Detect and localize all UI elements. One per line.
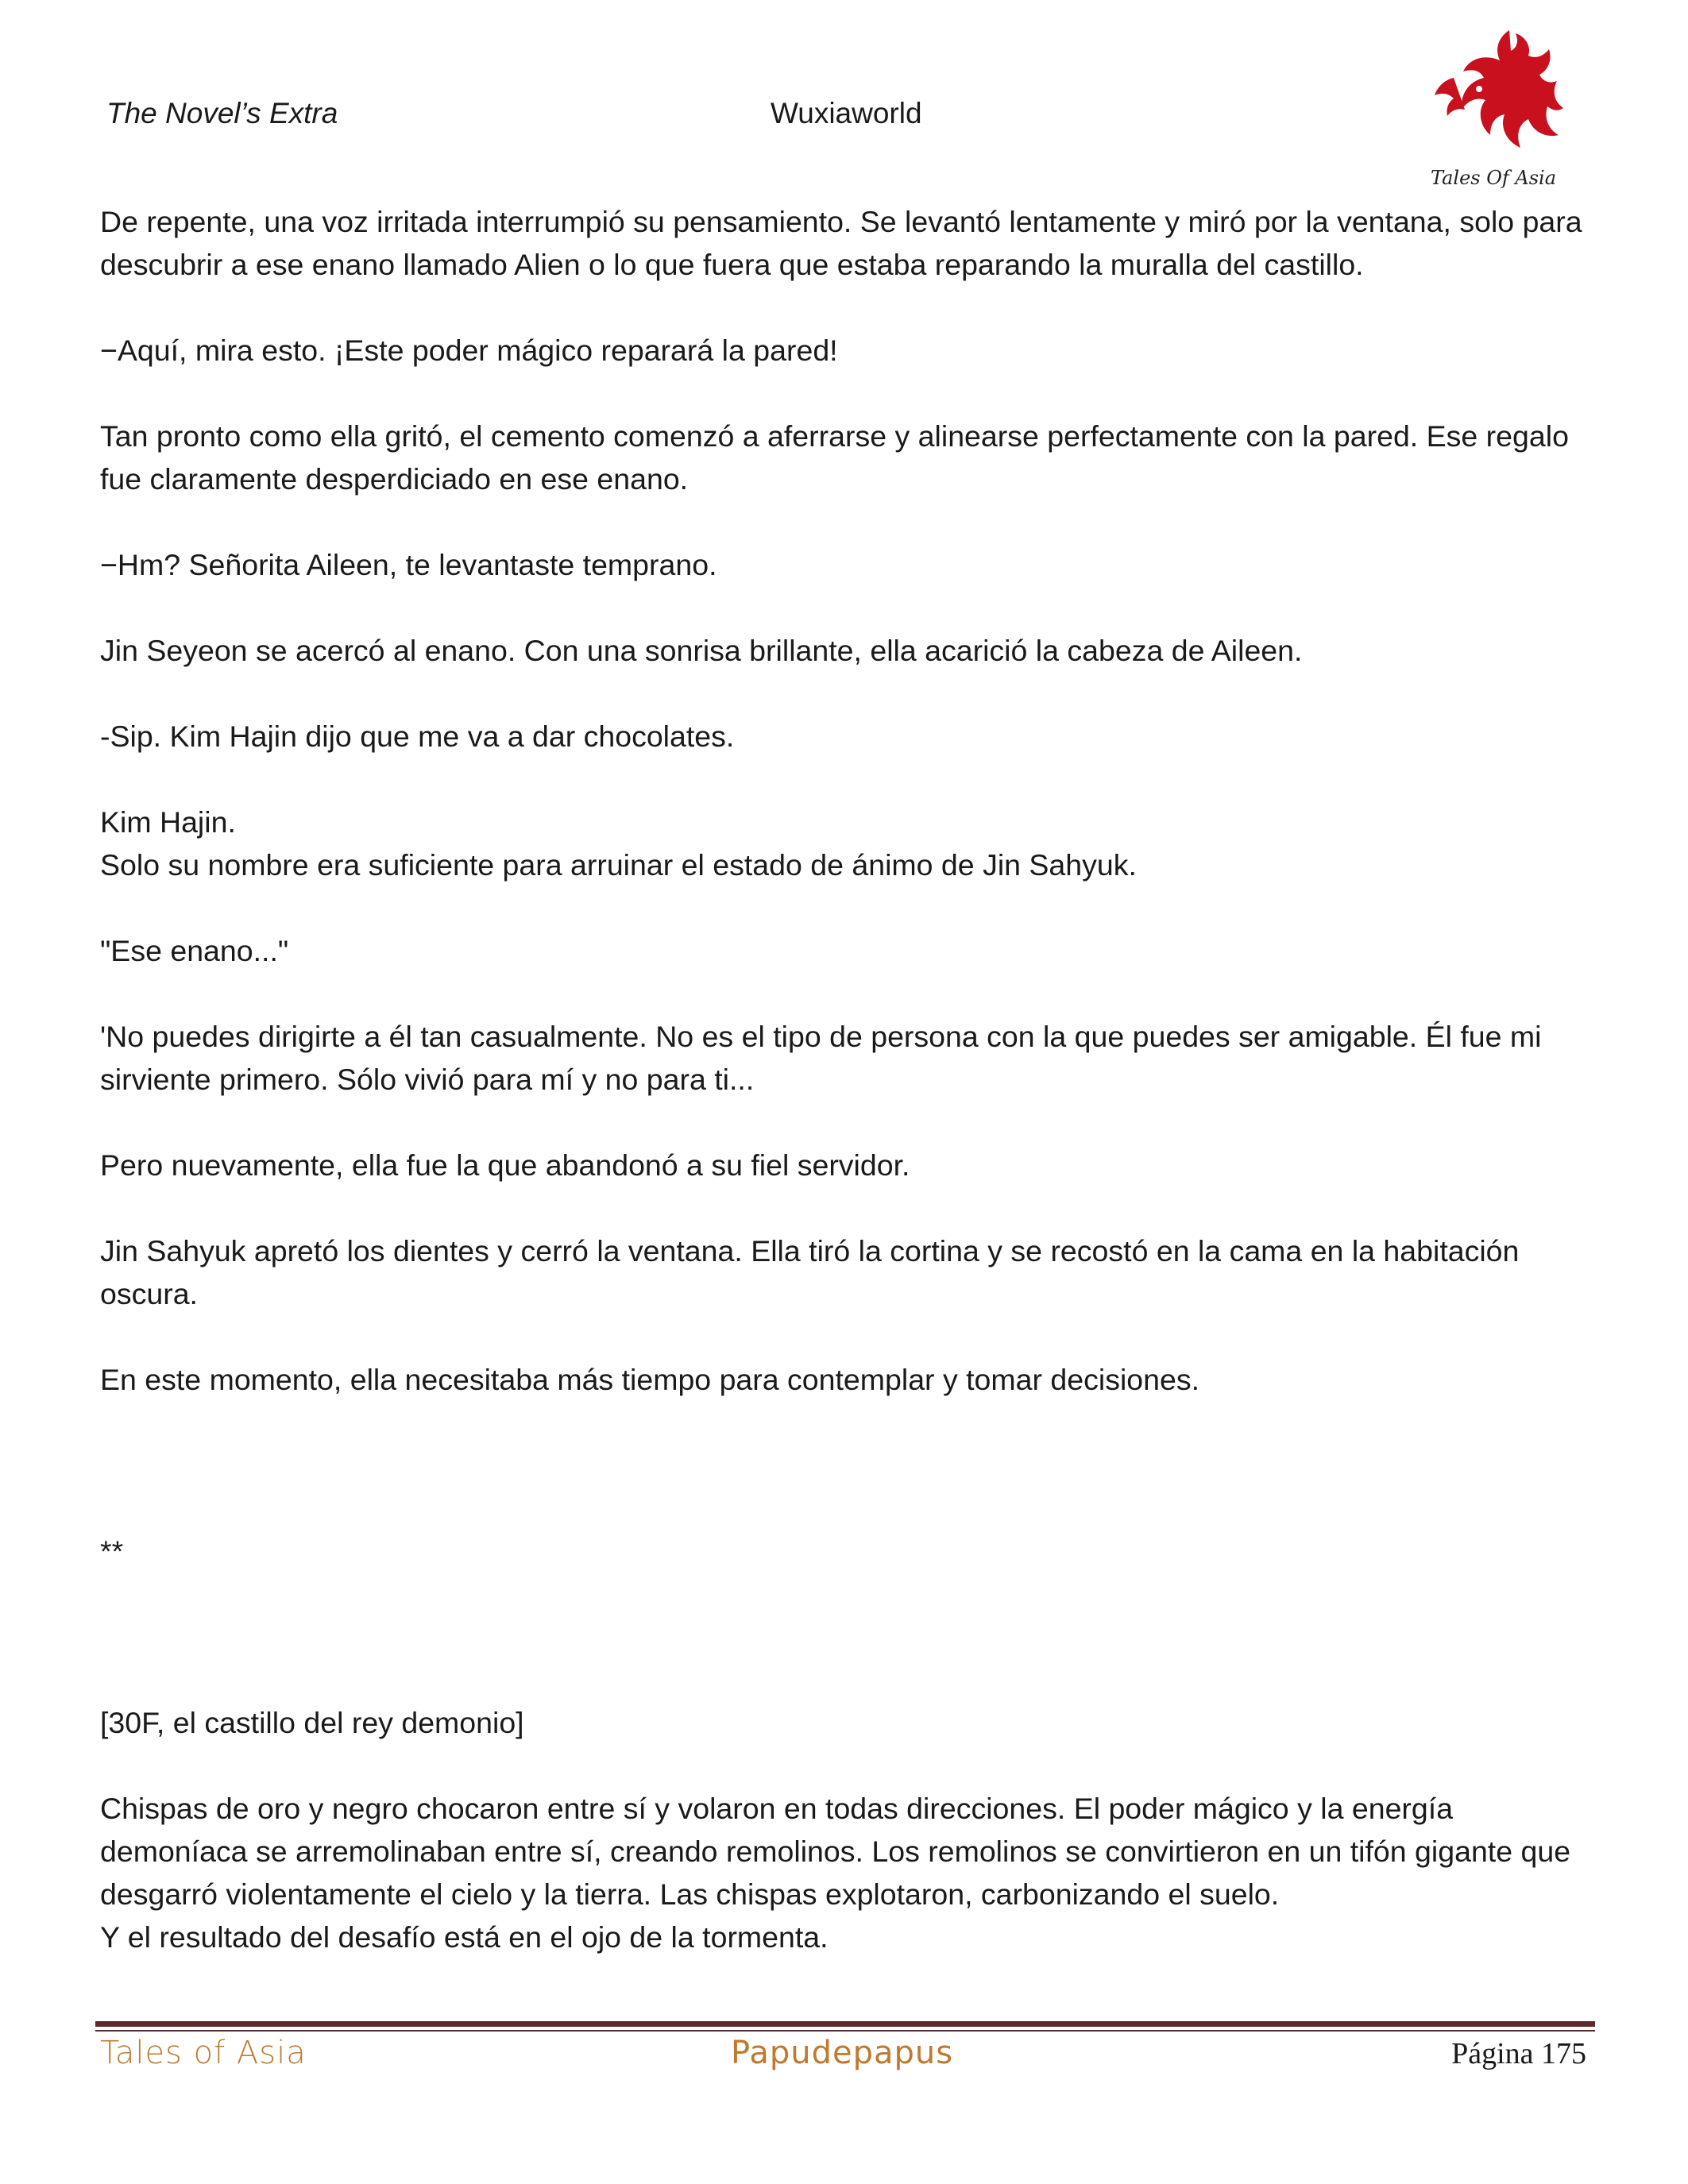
tales-of-asia-logo (1422, 22, 1565, 189)
paragraph: -Sip. Kim Hajin dijo que me va a dar chocolates. (100, 720, 735, 753)
paragraph: "Ese enano..." (100, 934, 289, 967)
scene-break: ** (100, 1534, 124, 1568)
paragraph: Tan pronto como ella gritó, el cemento comenzó a aferrarse y alinearse perfectamente con la pared. Ese regalo fue claramente desperdiciado en ese enano. (100, 419, 1569, 496)
paragraph: De repente, una voz irritada interrumpió su pensamiento. Se levantó lentamente y miró por la ventana, solo para descubrir a ese enano llamado Alien o lo que fuera que estaba reparando la muralla del castillo. (100, 205, 1582, 281)
paragraph: −Aquí, mira esto. ¡Este poder mágico reparará la pared! (100, 334, 838, 367)
red-dragon-icon (1422, 22, 1565, 165)
footer-group-name: Tales of Asia (100, 2035, 307, 2071)
footer-rule-thin (95, 2030, 1595, 2032)
paragraph: 'No puedes dirigirte a él tan casualmente. No es el tipo de persona con la que puedes ser amigable. Él fue mi sirviente primero. Sólo vivió para mí y no para ti... (100, 1020, 1542, 1096)
paragraph: Chispas de oro y negro chocaron entre sí y volaron en todas direcciones. El poder mágico y la energía demoníaca se arremolinaban entre sí, creando remolinos. Los remolinos se convirtieron en un tifón gigante que desgarró violentamente el cielo y la tierra. Las chispas explotaron, carbonizando el suelo. Y el resultado del desafío está en el ojo de la tormenta. (100, 1792, 1571, 1954)
paragraph: Jin Sahyuk apretó los dientes y cerró la ventana. Ella tiró la cortina y se recostó en la cama en la habitación oscura. (100, 1234, 1520, 1310)
paragraph: En este momento, ella necesitaba más tiempo para contemplar y tomar decisiones. (100, 1363, 1200, 1396)
book-title: The Novel’s Extra (106, 97, 338, 129)
chapter-body (100, 200, 1593, 2001)
paragraph: Jin Seyeon se acercó al enano. Con una sonrisa brillante, ella acarició la cabeza de Aileen. (100, 634, 1303, 667)
paragraph: −Hm? Señorita Aileen, te levantaste temprano. (100, 548, 717, 581)
paragraph: Pero nuevamente, ella fue la que abandonó a su fiel servidor. (100, 1148, 910, 1182)
site-name: Wuxiaworld (771, 97, 922, 129)
logo-text: Tales Of Asia (1430, 167, 1557, 189)
paragraph: Kim Hajin. Solo su nombre era suficiente para arruinar el estado de ánimo de Jin Sahyuk. (100, 805, 1137, 882)
page-number: Página 175 (1451, 2037, 1586, 2070)
paragraph: [30F, el castillo del rey demonio] (100, 1706, 524, 1739)
footer-rule-thick (95, 2021, 1595, 2027)
footer-translator: Papudepapus (731, 2035, 954, 2071)
